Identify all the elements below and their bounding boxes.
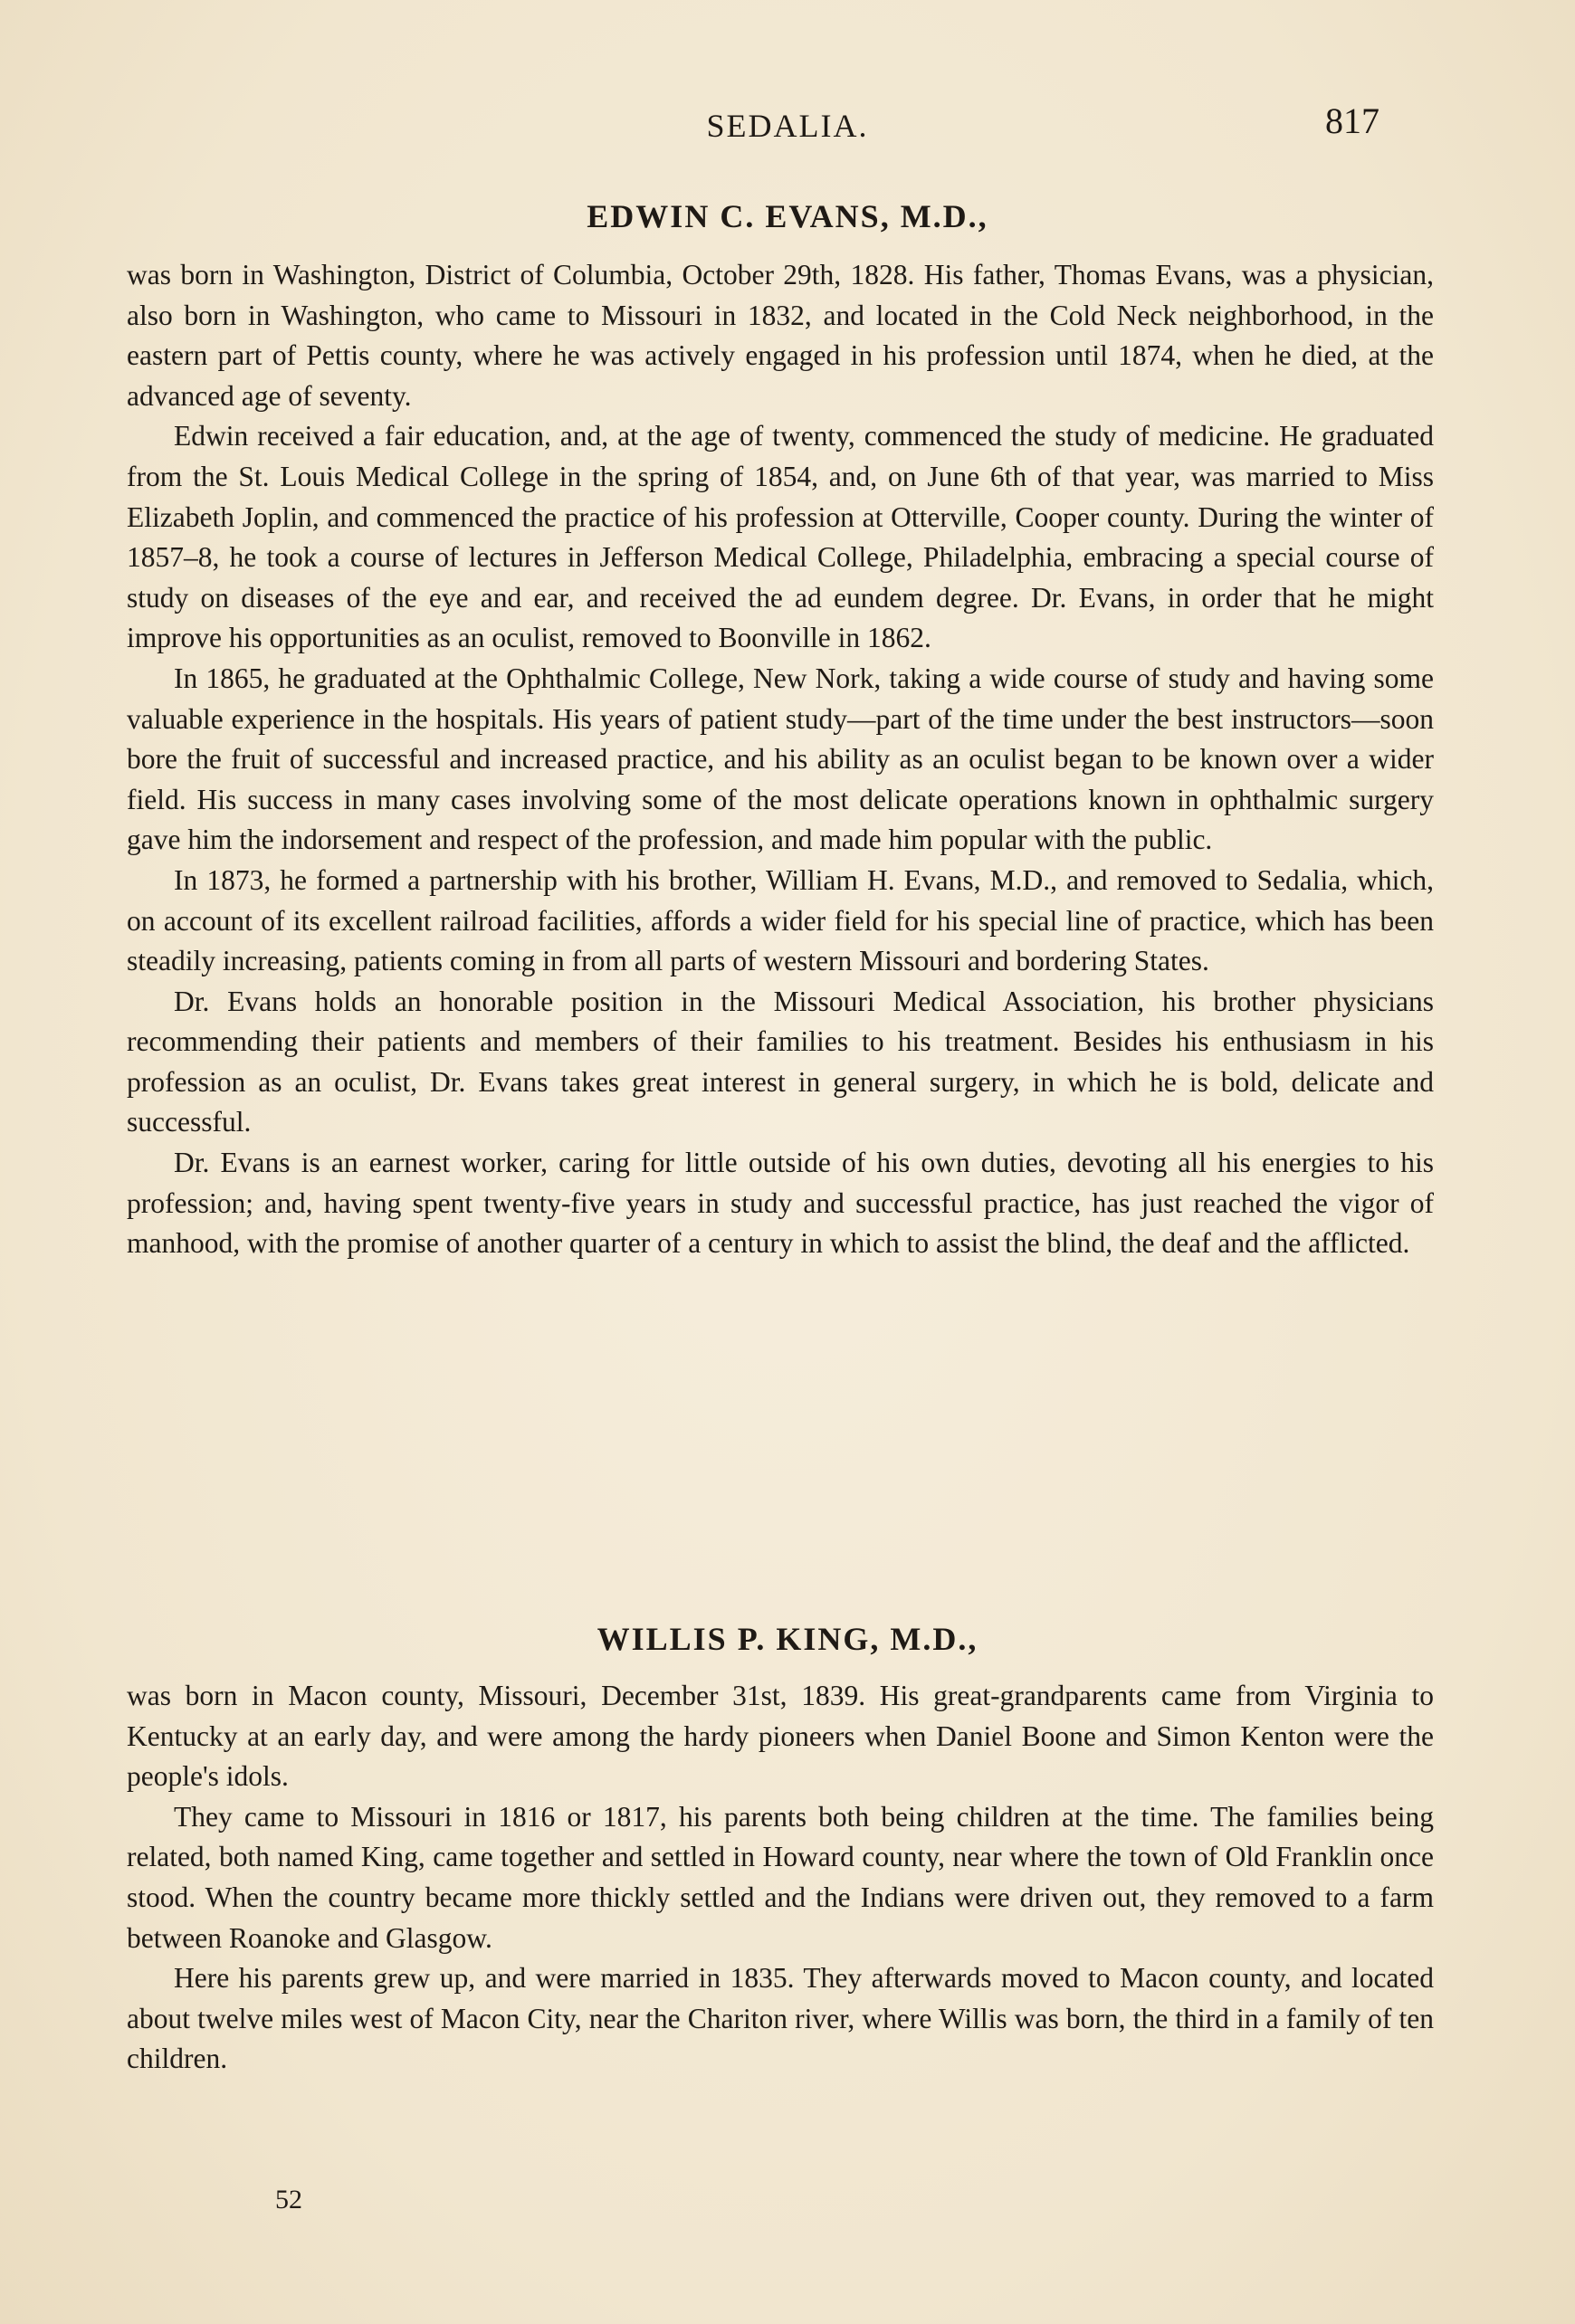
paragraph: was born in Macon county, Missouri, December 31st, 1839. His great-grandparents came from Virginia to Kentucky at an early day, and were among the hardy pioneers when Daniel Boone and Simon Kenton were the people's idols.: [127, 1680, 1434, 1793]
paragraph: Edwin received a fair education, and, at the age of twenty, commenced the study of medicine. He graduated from the St. Louis Medical College in the spring of 1854, and, on June 6th of that year, was married to Miss Elizabeth Joplin, and commenced the practice of his profession at Otterville, Cooper county. During the winter of 1857–8, he took a course of lectures in Jefferson Medical College, Philadelphia, embracing a special course of study on diseases of the eye and ear, and received the ad eundem degree. Dr. Evans, in order that he might improve his opportunities as an oculist, removed to Boonville in 1862.: [127, 420, 1434, 654]
paragraph: Dr. Evans is an earnest worker, caring for little outside of his own duties, devoting all his energies to his profession; and, having spent twenty-five years in study and successful practice, has just reached the vigor of manhood, with the promise of another quarter of a century in which to assist the blind, the deaf and the afflicted.: [127, 1147, 1434, 1260]
paragraph: Here his parents grew up, and were married in 1835. They afterwards moved to Macon county, and located about twelve miles west of Macon City, near the Chariton river, where Willis was born, the third in a family of ten children.: [127, 1962, 1434, 2075]
paragraph: was born in Washington, District of Columbia, October 29th, 1828. His father, Thomas Evans, was a physician, also born in Washington, who came to Missouri in 1832, and located in the Cold Neck neighborhood, in the eastern part of Pettis county, where he was actively engaged in his profession until 1874, when he died, at the advanced age of seventy.: [127, 259, 1434, 412]
section-body-king: [127, 1676, 1434, 2080]
paragraph: They came to Missouri in 1816 or 1817, his parents both being children at the time. The families being related, both named King, came together and settled in Howard county, near where the town of Old Franklin once stood. When the country became more thickly settled and the Indians were driven out, they removed to a farm between Roanoke and Glasgow.: [127, 1800, 1434, 1954]
signature-mark: 52: [275, 2185, 302, 2214]
paragraph: Dr. Evans holds an honorable position in the Missouri Medical Association, his brother physicians recommending their patients and members of their families to his treatment. Besides his enthusiasm in his profession as an oculist, Dr. Evans takes great interest in general surgery, in which he is bold, delicate and successful.: [127, 985, 1434, 1138]
paragraph: In 1873, he formed a partnership with his brother, William H. Evans, M.D., and removed to Sedalia, which, on account of its excellent railroad facilities, affords a wider field for his special line of practice, which has been steadily increasing, patients coming in from all parts of western Missouri and bordering States.: [127, 863, 1434, 977]
section-heading-king: WILLIS P. KING, M.D.,: [597, 1621, 978, 1657]
running-head-title: SEDALIA.: [706, 108, 869, 144]
section-heading-evans: EDWIN C. EVANS, M.D.,: [587, 198, 988, 234]
section-body-evans: [127, 255, 1434, 1264]
paragraph: In 1865, he graduated at the Ophthalmic College, New Nork, taking a wide course of study and having some valuable experience in the hospitals. His years of patient study—part of the time under the best instructors—soon bore the fruit of successful and increased practice, and his ability as an oculist began to be known over a wider field. His success in many cases involving some of the most delicate operations known in ophthalmic surgery gave him the indorsement and respect of the profession, and made him popular with the public.: [127, 662, 1434, 856]
page-number: 817: [1325, 100, 1379, 141]
